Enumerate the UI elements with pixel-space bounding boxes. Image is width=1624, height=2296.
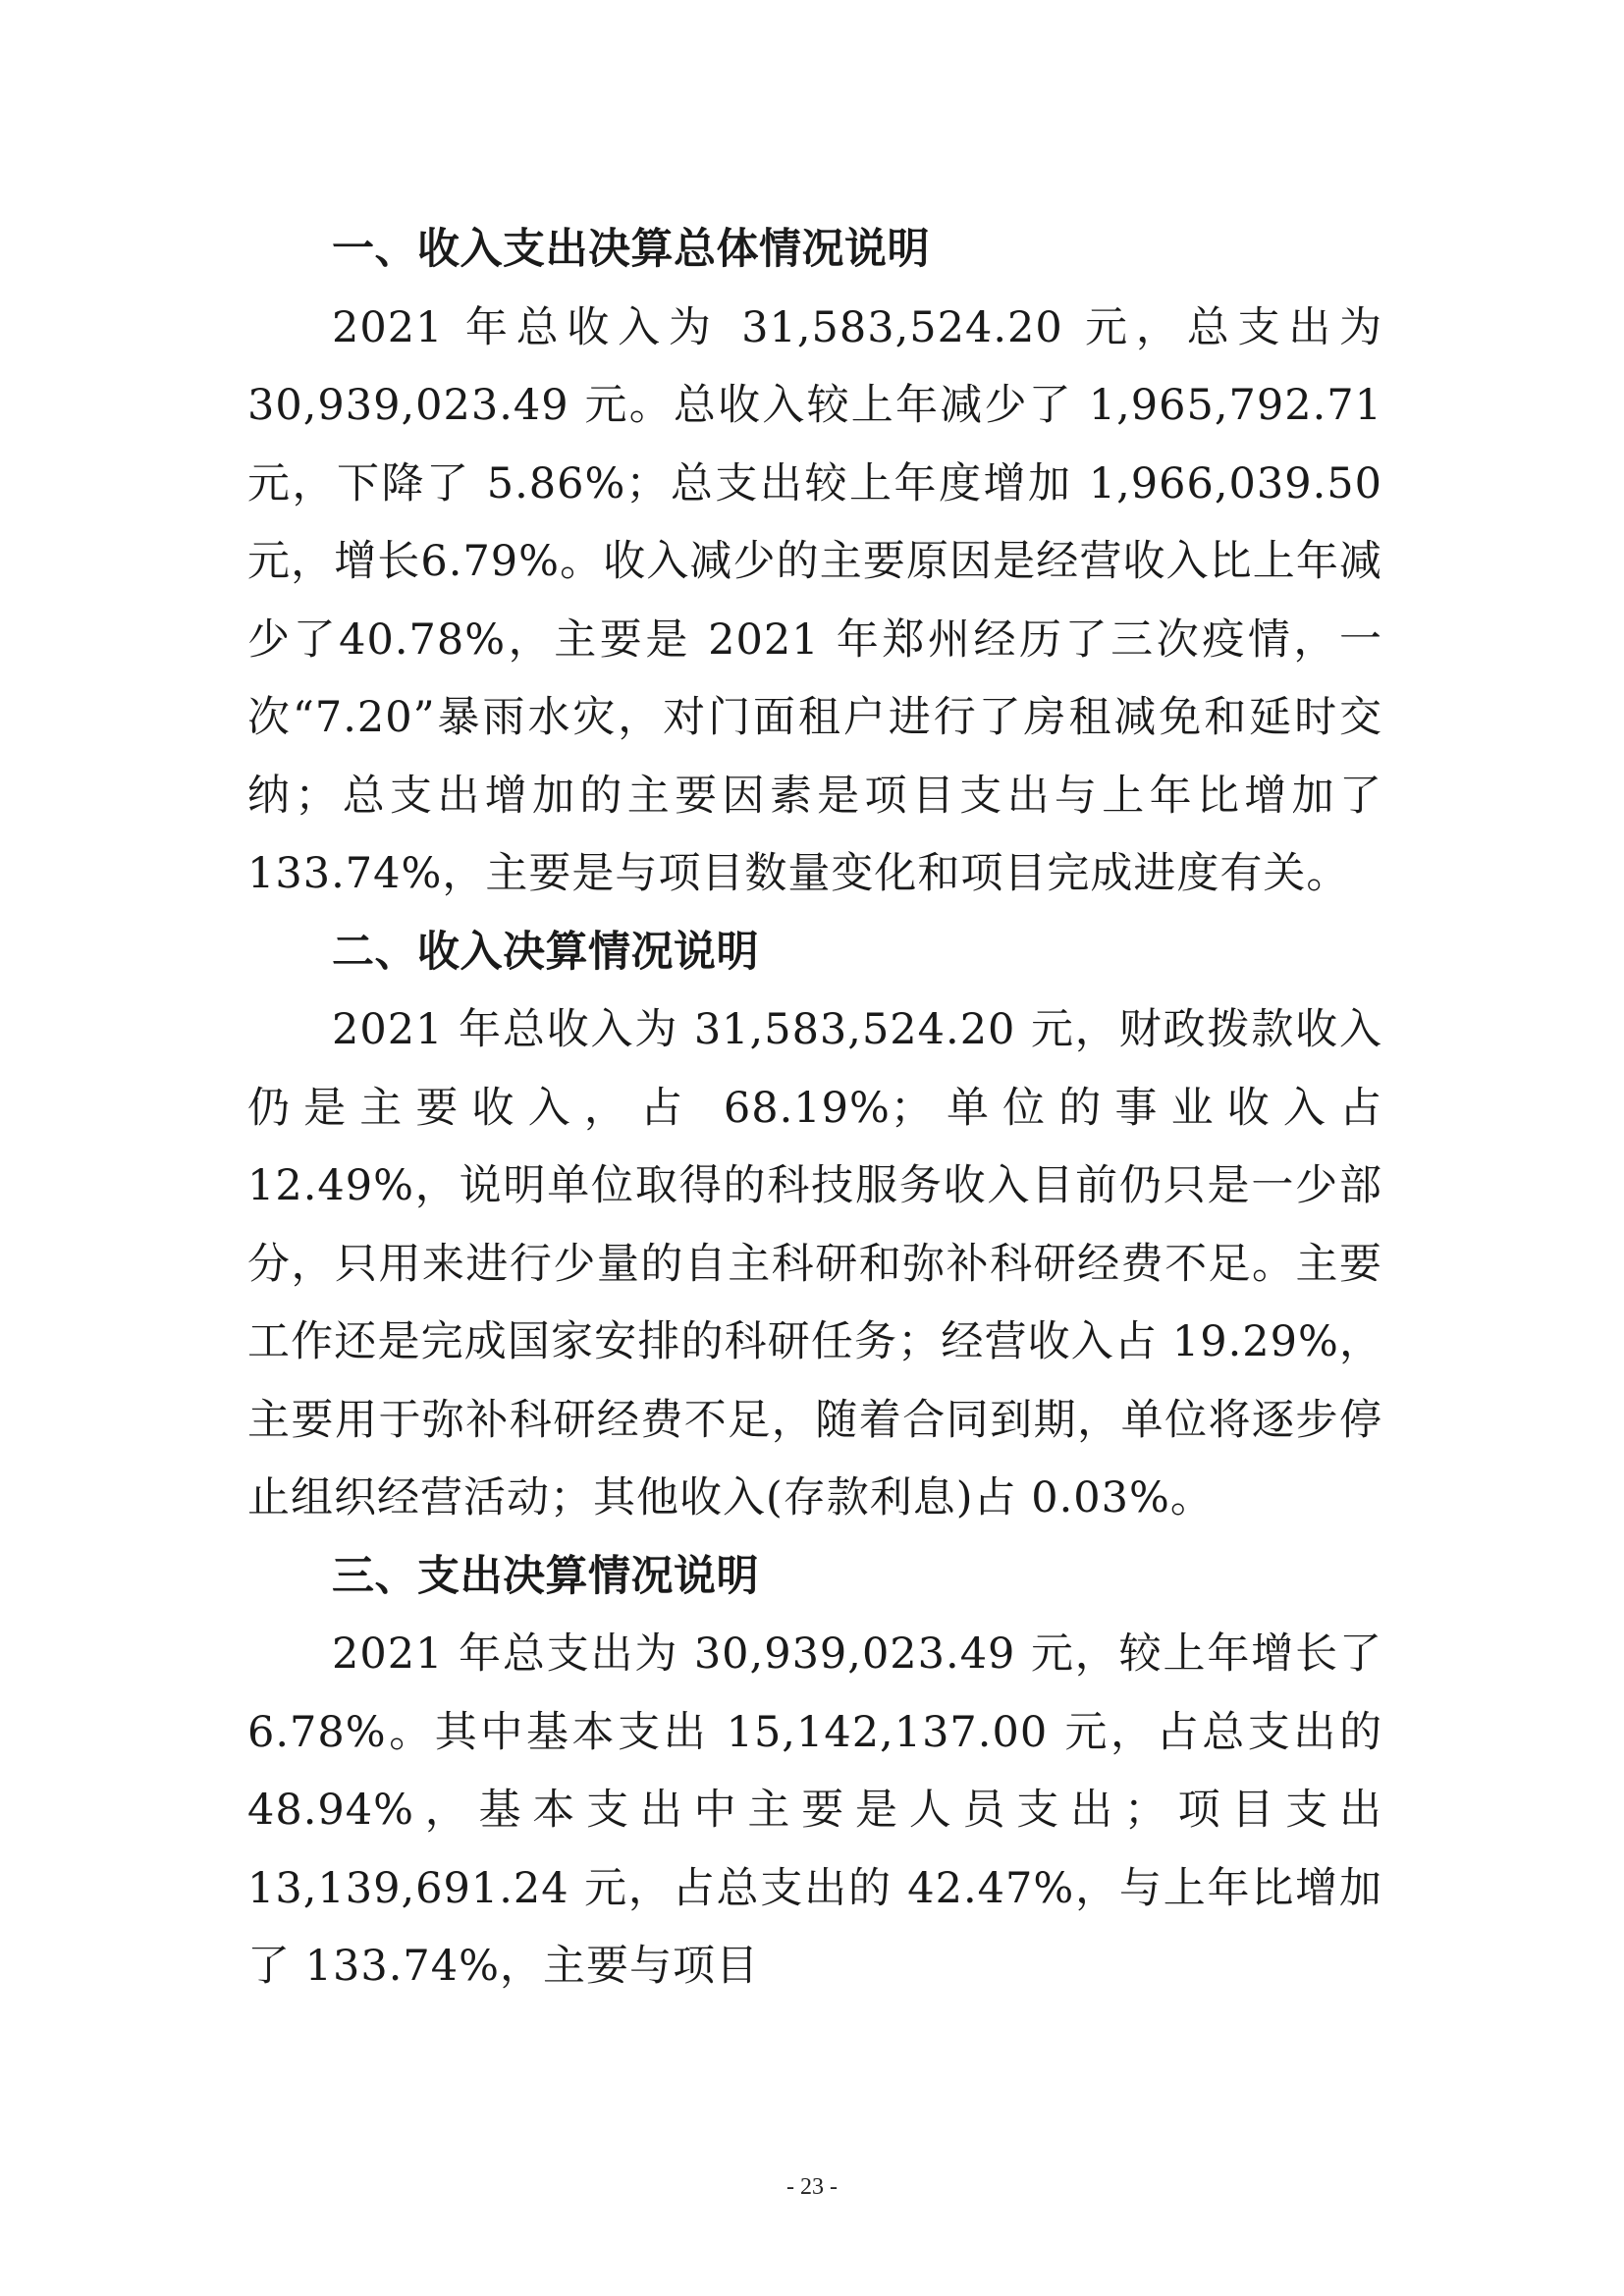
section-heading-2: 二、收入决算情况说明	[332, 927, 759, 977]
page-number: - 23 -	[786, 2174, 838, 2200]
section-paragraph-2: 2021 年总收入为 31,583,524.20 元，财政拨款收入仍是主要收入，占 68.19%；单位的事业收入占 12.49%，说明单位取得的科技服务收入目前仍只是一少部分，只用来进行少量的自主科研和弥补科研经费不足。主要工作还是完成国家安排的科研任务；经营收入占 19.29%，主要用于弥补科研经费不足，随着合同到期，单位将逐步停止组织经营活动；其他收入(存款利息)占 0.03%。	[247, 1005, 1382, 1522]
page-content	[247, 211, 1382, 2006]
section-paragraph-1: 2021 年总收入为 31,583,524.20 元，总支出为30,939,023.49 元。总收入较上年减少了 1,965,792.71 元，下降了 5.86%；总支出较上年度增加 1,966,039.50 元，增长6.79%。收入减少的主要原因是经营收入比上年减少了40.78%，主要是 2021 年郑州经历了三次疫情，一次“7.20”暴雨水灾，对门面租户进行了房租减免和延时交纳；总支出增加的主要因素是项目支出与上年比增加了 133.74%，主要是与项目数量变化和项目完成进度有关。	[247, 302, 1382, 898]
section-heading-1: 一、收入支出决算总体情况说明	[332, 225, 930, 274]
section-paragraph-3: 2021 年总支出为 30,939,023.49 元，较上年增长了6.78%。其中基本支出 15,142,137.00 元，占总支出的 48.94%，基本支出中主要是人员支出；项目支出 13,139,691.24 元，占总支出的 42.47%，与上年比增加了 133.74%，主要与项目	[247, 1629, 1382, 1991]
section-heading-3: 三、支出决算情况说明	[332, 1551, 759, 1601]
